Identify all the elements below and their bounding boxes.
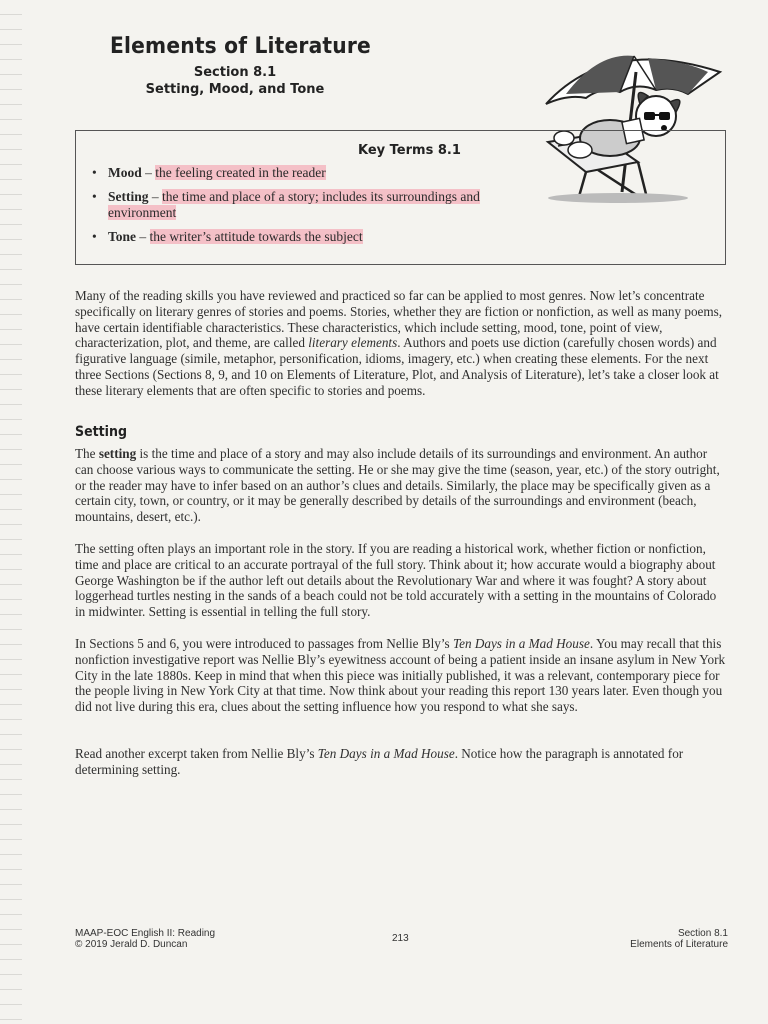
footer-right [630,928,728,950]
book-title: Ten Days in a Mad House [452,636,590,651]
key-term-name: Mood [108,165,142,180]
setting-p4-start: Read another excerpt taken from Nellie Bly’s [75,746,318,761]
key-term-item [90,189,520,221]
key-term-definition: the time and place of a story; includes its surroundings and environment [108,189,480,220]
setting-term: setting [98,446,137,461]
setting-paragraph-3 [75,636,727,715]
footer-section: Section 8.1 [677,928,728,939]
footer-left [75,928,215,950]
section-subtitle: Setting, Mood, and Tone [145,82,325,97]
setting-p1-start: The [75,446,99,461]
setting-p3-start: In Sections 5 and 6, you were introduced to passages from Nellie Bly’s [75,636,453,651]
setting-paragraph-4 [75,746,727,778]
key-term-item [90,165,520,181]
setting-heading: Setting [75,424,127,440]
key-term-separator: – [141,165,156,180]
key-terms-list [90,165,520,253]
footer-copyright: © 2019 Jerald D. Duncan [75,939,188,950]
spiral-binding-edge [0,0,22,1024]
key-term-separator: – [136,229,150,244]
page-title: Elements of Literature [110,34,371,59]
setting-p1-end: is the time and place of a story and may also include details of its surroundings and environment. An author can choose various ways to communicate the setting. He or she may give the time (season, year, etc.) of the story outright, or the reader may have to infer based on an author’s clues and details. Similarly, the place may be specifically given as a certain city, town, or country, or it may be generally described by details of the surroundings and environment (beach, mountains, desert, etc.). [75,446,720,525]
intro-paragraph [75,288,727,399]
book-title: Ten Days in a Mad House [317,746,455,761]
footer-section-name: Elements of Literature [630,939,728,950]
setting-paragraph-2: The setting often plays an important role in the story. If you are reading a historical work, whether fiction or nonfiction, time and place are critical to an accurate portrayal of the full story. Think about it; how accurate would a biography about George Washington be if the author left out details about the Revolutionary War and where it was fought? A story about loggerhead turtles nesting in the sands of a beach could not be told accurately with a setting in the mountains of Colorado in midwinter. Setting is essential in telling the full story. [75,541,717,620]
key-term-item [90,229,520,245]
key-terms-title: Key Terms 8.1 [358,143,461,158]
key-term-definition: the feeling created in the reader [155,165,326,180]
intro-text-start: Many of the reading skills you have reviewed and practiced so far can be applied to most genres. Now let’s concentrate specifically on literary genres of stories and poems. Stories, whether they are fiction or nonfiction, as well as many poems, have certain identifiable characteristics. These characteristics, which include setting, mood, tone, point of view, characterization, plot, and theme, are called [75,288,723,351]
setting-p4-end: . Notice how the paragraph is annotated for determining setting. [75,746,684,777]
page-number: 213 [392,933,409,944]
setting-paragraph-1 [75,446,727,525]
key-term-separator: – [148,189,162,204]
key-term-definition: the writer’s attitude towards the subject [149,229,363,244]
key-terms-box [75,130,726,265]
setting-p3-end: . You may recall that this nonfiction investigative report was Nellie Bly’s eyewitness account of being a patient inside an insane asylum in New York City in the late 1880s. Keep in mind that when this piece was initially published, it was a relevant, contemporary piece for the people living in New York City at that time. Now think about your reading this report 130 years later. Even though you did not live during this era, clues about the setting influence how you respond to what she says. [75,636,726,715]
key-term-name: Tone [108,229,137,244]
section-number: Section 8.1 [193,65,277,80]
key-term-name: Setting [108,189,149,204]
title-block [110,34,430,97]
literary-elements-term: literary elements [308,335,398,351]
intro-text-end: . Authors and poets use diction (carefully chosen words) and figurative language (simile, metaphor, personification, idioms, imagery, etc.) when creating these elements. For the next three Sections (Sections 8, 9, and 10 on Elements of Literature, Plot, and Analysis of Literature), let’s take a closer look at these literary elements that are often specific to stories and poems. [75,335,719,398]
footer-course: MAAP-EOC English II: Reading [75,928,216,939]
